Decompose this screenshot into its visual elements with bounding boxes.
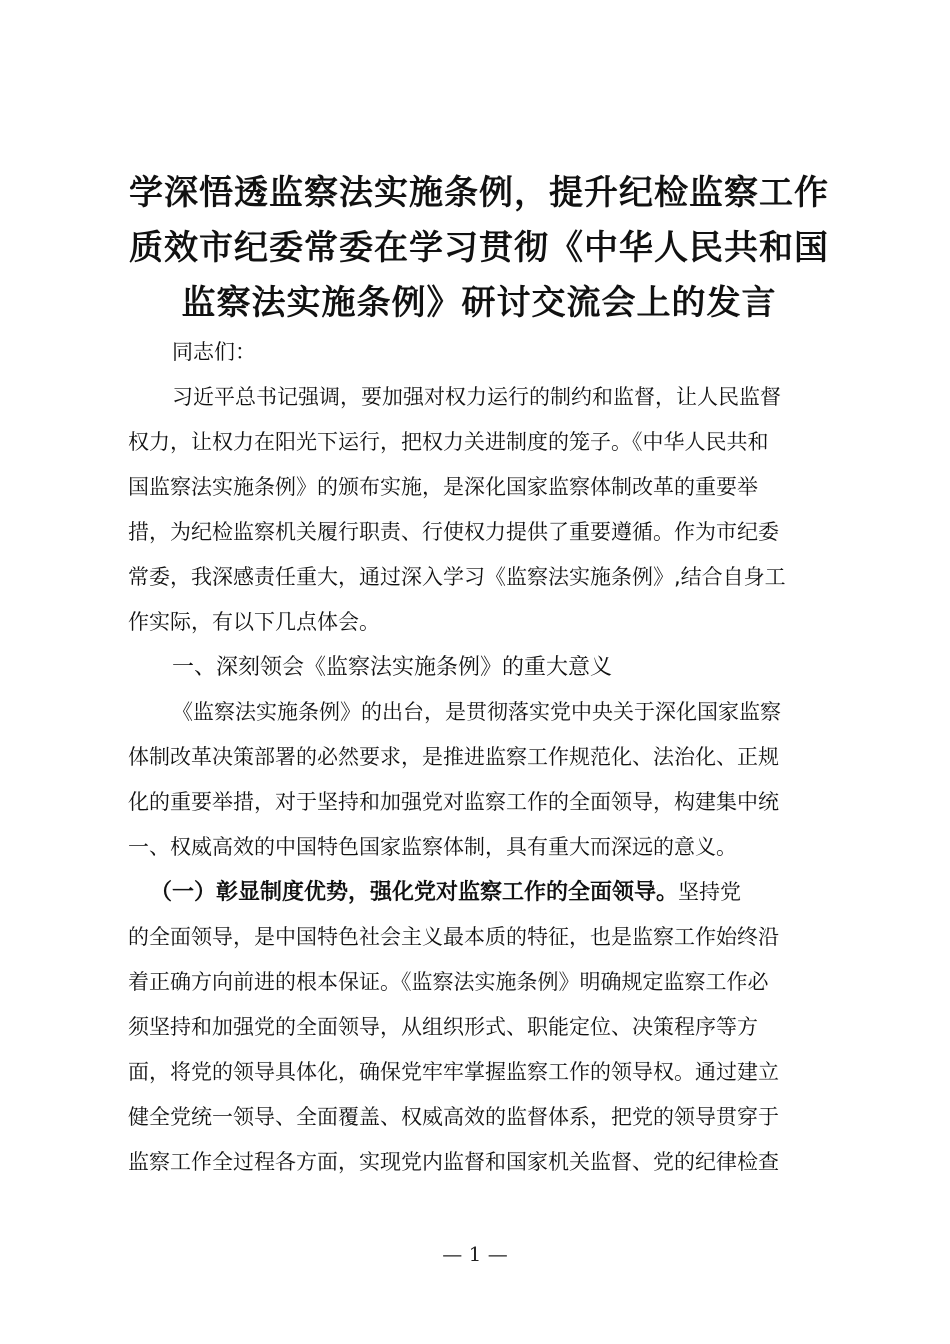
paragraph-line: 体制改革决策部署的必然要求，是推进监察工作规范化、法治化、正规 — [128, 745, 779, 769]
paragraph-line: 须坚持和加强党的全面领导，从组织形式、职能定位、决策程序等方 — [128, 1015, 758, 1039]
document-body — [128, 330, 822, 1185]
paragraph-line: 监察工作全过程各方面，实现党内监督和国家机关监督、党的纪律检查 — [128, 1150, 779, 1174]
paragraph-line: 常委，我深感责任重大，通过深入学习《监察法实施条例》,结合自身工 — [128, 565, 786, 589]
title-line: 监察法实施条例》研讨交流会上的发言 — [181, 283, 777, 323]
salutation: 同志们： — [172, 340, 256, 364]
paragraph-line: 化的重要举措，对于坚持和加强党对监察工作的全面领导，构建集中统 — [128, 790, 779, 814]
paragraph-text: 坚持党 — [678, 880, 742, 904]
paragraph-line: 的全面领导，是中国特色社会主义最本质的特征，也是监察工作始终沿 — [128, 925, 779, 949]
subsection1-paragraph — [128, 870, 822, 1185]
intro-paragraph — [128, 375, 822, 645]
paragraph-line: 一、权威高效的中国特色国家监察体制，具有重大而深远的意义。 — [128, 835, 737, 859]
paragraph-line: 着正确方向前进的根本保证。《监察法实施条例》明确规定监察工作必 — [128, 970, 769, 994]
paragraph-line: 健全党统一领导、全面覆盖、权威高效的监督体系，把党的领导贯穿于 — [128, 1105, 779, 1129]
section1-paragraph — [128, 690, 822, 870]
paragraph-line: 面，将党的领导具体化，确保党牢牢掌握监察工作的领导权。通过建立 — [128, 1060, 779, 1084]
paragraph-line — [128, 870, 822, 915]
paragraph-line: 习近平总书记强调，要加强对权力运行的制约和监督，让人民监督 — [172, 385, 781, 409]
paragraph-line: 《监察法实施条例》的出台，是贯彻落实党中央关于深化国家监察 — [172, 700, 781, 724]
document-title — [120, 166, 838, 331]
section-heading: 一、深刻领会《监察法实施条例》的重大意义 — [172, 655, 613, 680]
paragraph-line: 国监察法实施条例》的颁布实施，是深化国家监察体制改革的重要举 — [128, 475, 758, 499]
title-line: 质效市纪委常委在学习贯彻《中华人民共和国 — [129, 228, 829, 268]
paragraph-line: 权力，让权力在阳光下运行，把权力关进制度的笼子。《中华人民共和 — [128, 430, 769, 454]
paragraph-line: 措，为纪检监察机关履行职责、行使权力提供了重要遵循。作为市纪委 — [128, 520, 779, 544]
paragraph-line: 作实际，有以下几点体会。 — [128, 610, 380, 634]
subsection-heading: （一）彰显制度优势，强化党对监察工作的全面领导。 — [150, 880, 679, 905]
page-number: — 1 — — [442, 1242, 508, 1266]
title-line: 学深悟透监察法实施条例，提升纪检监察工作 — [129, 173, 829, 213]
